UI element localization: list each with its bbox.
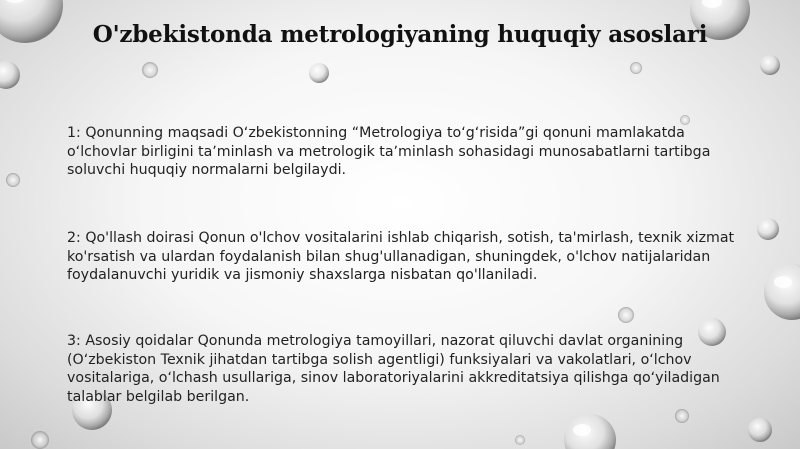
- water-drop: [515, 435, 525, 445]
- water-drop: [760, 55, 780, 75]
- water-drop: [748, 418, 772, 442]
- water-drop: [764, 264, 800, 320]
- water-drop: [309, 63, 329, 83]
- paragraph-goal: 1: Qonunning maqsadi Oʻzbekistonning “Metrologiya toʻgʻrisida”gi qonuni mamlakatda oʻlchovlar birligini taʼminlash va metrologik taʼminlash sohasidagi munosabatlarni tartibga soluvchi huquqiy normalarni belgilaydi.: [67, 125, 711, 178]
- water-drop: [757, 218, 779, 240]
- water-drop: [0, 61, 20, 89]
- water-drop: [630, 62, 642, 74]
- water-drop: [6, 173, 20, 187]
- water-drop: [31, 431, 49, 449]
- water-drop: [675, 409, 689, 423]
- water-drop: [564, 414, 616, 449]
- slide-title: O'zbekistonda metrologiyaning huquqiy asoslari: [92, 21, 708, 48]
- water-drop: [618, 307, 634, 323]
- paragraph-main-rules: 3: Asosiy qoidalar Qonunda metrologiya tamoyillari, nazorat qiluvchi davlat organining (Oʻzbekiston Texnik jihatdan tartibga solish agentligi) funksiyalari va vakolatlari, oʻlchov vositalariga, oʻlchash usullariga, sinov laboratoriyalarini akkreditatsiya qilishga qoʻyiladigan talablar belgilab berilgan.: [67, 333, 720, 405]
- water-drop: [142, 62, 158, 78]
- paragraph-scope: 2: Qo'llash doirasi Qonun o'lchov vositalarini ishlab chiqarish, sotish, ta'mirlash, texnik xizmat ko'rsatish va ulardan foydalanish bilan shug'ullanadigan, shuningdek, o'lchov natijalaridan foydalanuvchi yuridik va jismoniy shaxslarga nisbatan qo'llaniladi.: [67, 230, 735, 283]
